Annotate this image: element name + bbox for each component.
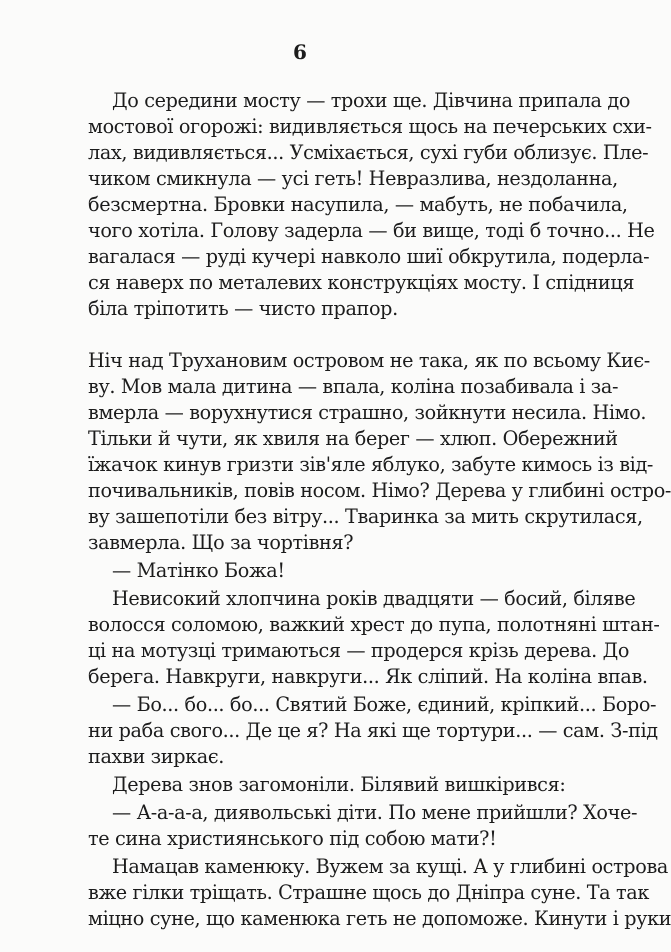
- text-line: Тільки й чути, як хвиля на берег — хлюп. Обережний: [88, 427, 618, 450]
- text-line: безсмертна. Бровки насупила, — мабуть, не побачила,: [88, 193, 628, 216]
- text-line: — Бо... бо... бо... Святий Боже, єдиний, кріпкий... Боро-: [112, 693, 657, 716]
- text-line: біла тріпотить — чисто прапор.: [88, 297, 398, 320]
- page-number: 6: [293, 40, 307, 64]
- text-line: ву зашепотіли без вітру... Тваринка за мить скрутилася,: [88, 505, 643, 528]
- text-line: завмерла. Що за чортівня?: [88, 531, 354, 554]
- text-line: те сина християнського під собою мати?!: [88, 827, 497, 850]
- text-line: почивальників, повів носом. Німо? Дерева у глибині остро-: [88, 479, 671, 502]
- text-line: лах, видивляється... Усміхається, сухі губи облизує. Пле-: [88, 141, 649, 164]
- text-line: До середини мосту — трохи ще. Дівчина припала до: [112, 89, 631, 112]
- text-line: берега. Навкруги, навкруги... Як сліпий. На коліна впав.: [88, 665, 648, 688]
- text-line: — А-а-а-а, диявольські діти. По мене прийшли? Хоче-: [112, 801, 638, 824]
- text-line: ву. Мов мала дитина — впала, коліна позабивала і за-: [88, 375, 619, 398]
- text-line: — Матінко Божа!: [112, 559, 285, 582]
- text-line: Ніч над Трухановим островом не така, як по всьому Киє-: [88, 349, 650, 372]
- text-line: ни раба свого... Де це я? На які ще тортури... — сам. З-під: [88, 719, 658, 742]
- text-line: вмерла — ворухнутися страшно, зойкнути несила. Німо.: [88, 401, 647, 424]
- text-line: Невисокий хлопчина років двадцяти — босий, біляве: [112, 587, 636, 610]
- text-line: Дерева знов загомоніли. Білявий вишкірився:: [112, 773, 566, 796]
- text-line: їжачок кинув гризти зів'яле яблуко, забуте кимось із від-: [88, 453, 654, 476]
- text-line: мостової огорожі: видивляється щось на печерських схи-: [88, 115, 652, 138]
- text-line: Намацав каменюку. Вужем за кущі. А у глибині острова: [112, 855, 668, 878]
- text-line: чиком смикнула — усі геть! Невразлива, нездоланна,: [88, 167, 618, 190]
- text-line: вже гілки тріщать. Страшне щось до Дніпра суне. Та так: [88, 881, 649, 904]
- text-line: міцно суне, що каменюка геть не допоможе. Кинути і руки: [88, 907, 671, 930]
- text-line: ся наверх по металевих конструкціях мосту. І спідниця: [88, 271, 635, 294]
- text-line: чого хотіла. Голову задерла — би вище, тоді б точно... Не: [88, 219, 655, 242]
- text-line: пахви зиркає.: [88, 745, 225, 768]
- text-line: вагалася — руді кучері навколо шиї обкрутила, подерла-: [88, 245, 650, 268]
- text-line: ці на мотузці тримаються — продерся крізь дерева. До: [88, 639, 630, 662]
- text-line: волосся соломою, важкий хрест до пупа, полотняні штан-: [88, 613, 660, 636]
